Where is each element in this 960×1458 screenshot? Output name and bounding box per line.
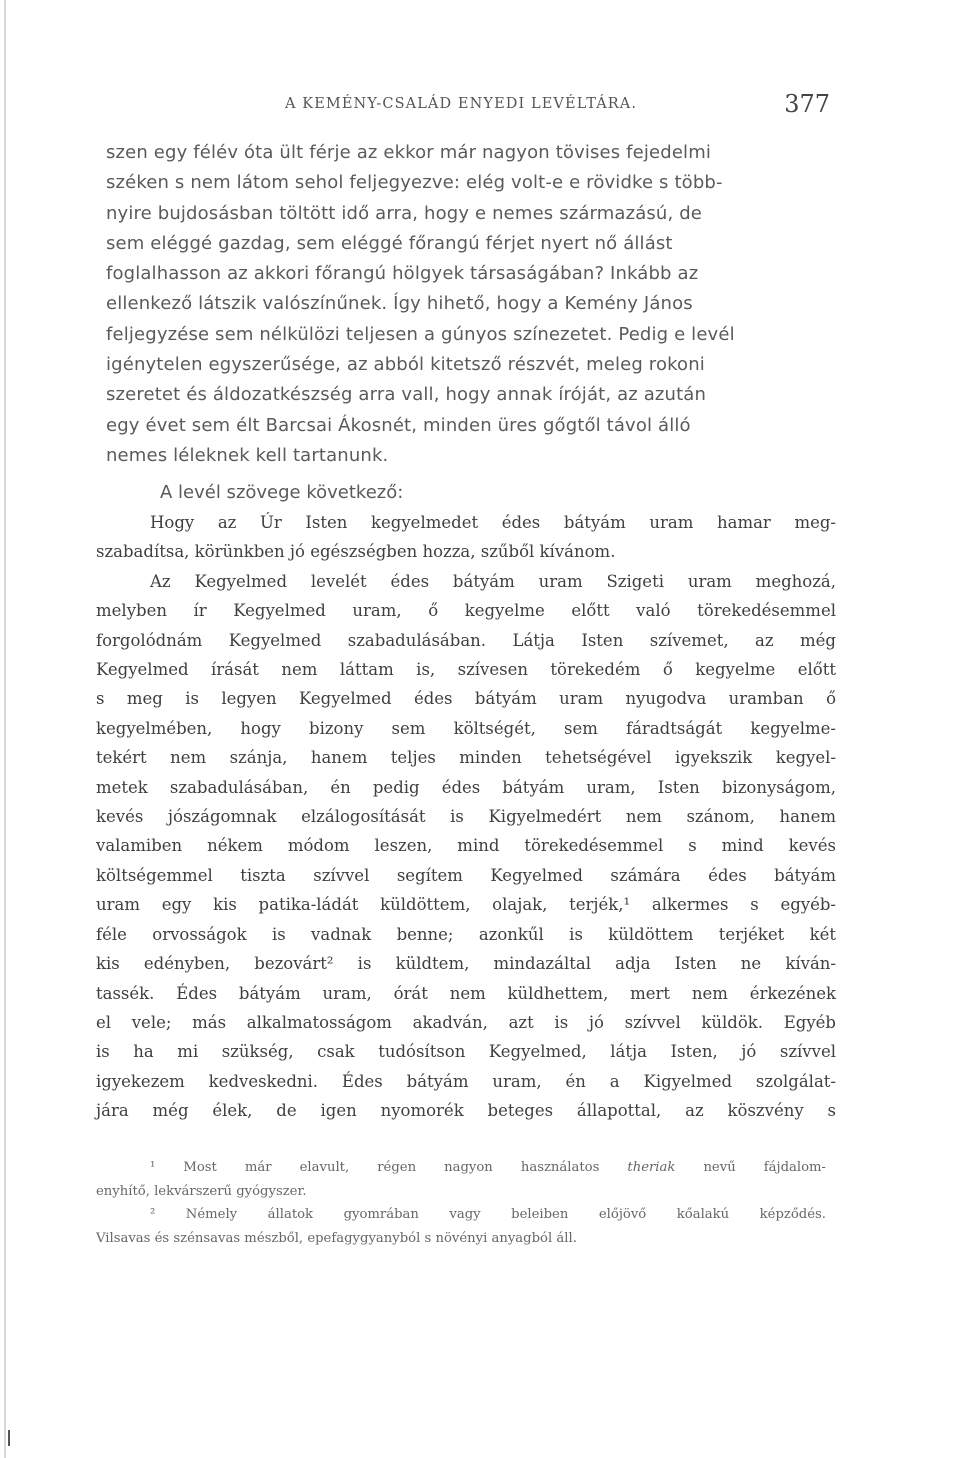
intro-line: nemes léleknek kell tartanunk. bbox=[106, 444, 389, 466]
intro-line: szen egy félév óta ült férje az ekkor már nagyon tövises fejedelmi bbox=[106, 142, 712, 163]
intro-line: igénytelen egyszerűsége, az abból kitetsző részvét, meleg rokoni bbox=[106, 354, 705, 376]
letter-intro: A levél szövege következő: bbox=[160, 482, 404, 503]
page-edge-shadow bbox=[4, 0, 6, 1458]
letter-line: igyekezem kedveskedni. Édes bátyám uram, én a Kigyelmed szolgálat- bbox=[96, 1071, 836, 1091]
letter-line: forgolódnám Kegyelmed szabadulásában. Látja Isten szívemet, az még bbox=[96, 630, 836, 650]
letter-line: is ha mi szükség, csak tudósítson Kegyelmed, látja Isten, jó szívvel bbox=[96, 1042, 836, 1062]
letter-line: féle orvosságok is vadnak benne; azonkűl is küldöttem terjéket két bbox=[96, 924, 836, 944]
letter-line: s meg is legyen Kegyelmed édes bátyám uram nyugodva uramban ő bbox=[96, 689, 836, 709]
letter-line: metek szabadulásában, én pedig édes bátyám uram, Isten bizonyságom, bbox=[96, 777, 836, 797]
running-title: A KEMÉNY-CSALÁD ENYEDI LEVÉLTÁRA. bbox=[285, 96, 638, 112]
intro-line: nyire bujdosásban töltött idő arra, hogy e nemes származású, de bbox=[106, 202, 703, 224]
letter-line: el vele; más alkalmatosságom akadván, azt is jó szívvel küldök. Egyéb bbox=[96, 1012, 836, 1032]
footnote-1-text: Most már elavult, régen nagyon használatos bbox=[155, 1160, 628, 1175]
footnote-1-text-end: nevű fájdalom- bbox=[675, 1160, 826, 1175]
running-header bbox=[285, 90, 830, 120]
letter-line: tekért nem szánja, hanem teljes minden tehetségével igyekszik kegyel- bbox=[96, 748, 836, 768]
intro-line: sem eléggé gazdag, sem eléggé főrangú férjet nyert nő állást bbox=[106, 232, 673, 254]
intro-line: ellenkező látszik valószínűnek. Így hihető, hogy a Kemény János bbox=[106, 293, 693, 315]
letter-line: Kegyelmed írását nem láttam is, szívesen törekedém ő kegyelme előtt bbox=[96, 660, 836, 680]
letter-line: jára még élek, de igen nyomorék beteges állapottal, az köszvény s bbox=[96, 1101, 836, 1121]
intro-line: széken s nem látom sehol feljegyezve: elég volt-e e rövidke s több- bbox=[106, 172, 723, 194]
letter-line: Az Kegyelmed levelét édes bátyám uram Szigeti uram meghozá, bbox=[150, 571, 836, 591]
footnote-1-line bbox=[96, 1156, 826, 1180]
letter-line: Hogy az Úr Isten kegyelmedet édes bátyám uram hamar meg- bbox=[150, 513, 836, 532]
intro-line: feljegyzése sem nélkülözi teljesen a gúnyos színezetet. Pedig e levél bbox=[106, 323, 735, 345]
intro-line: foglalhasson az akkori főrangú hölgyek társaságában? Inkább az bbox=[106, 263, 699, 285]
letter-text bbox=[96, 508, 836, 1126]
footnote-1-line-2: enyhítő, lekvárszerű gyógyszer. bbox=[96, 1183, 307, 1199]
letter-line: tassék. Édes bátyám uram, órát nem küldhettem, mert nem érkezének bbox=[96, 983, 836, 1003]
intro-paragraph bbox=[106, 138, 836, 471]
letter-line: kevés jószágomnak elzálogosítását is Kigyelmedért nem szánom, hanem bbox=[96, 807, 836, 827]
footnote-2-line: ² Némely állatok gyomrában vagy beleiben előjövő kőalakú képződés. bbox=[150, 1207, 826, 1222]
letter-line: melyben ír Kegyelmed uram, ő kegyelme előtt való törekedésemmel bbox=[96, 601, 836, 621]
footnote-2-line-2: Vilsavas és szénsavas mészből, epefagygyanyból s növényi anyagból áll. bbox=[96, 1230, 577, 1246]
page-number: 377 bbox=[784, 90, 830, 118]
letter-line: uram egy kis patika-ládát küldöttem, olajak, terjék,¹ alkermes s egyéb- bbox=[96, 895, 836, 915]
letter-line: kis edényben, bezovárt² is küldtem, mindazáltal adja Isten ne kíván- bbox=[96, 954, 836, 974]
letter-line: költségemmel tiszta szívvel segítem Kegyelmed számára édes bátyám bbox=[96, 865, 836, 885]
letter-line: kegyelmében, hogy bizony sem költségét, sem fáradtságát kegyelme- bbox=[96, 718, 836, 738]
letter-line: valamiben nékem módom leszen, mind törekedésemmel s mind kevés bbox=[96, 836, 836, 856]
intro-line: szeretet és áldozatkészség arra vall, hogy annak íróját, az azután bbox=[106, 384, 707, 406]
footnotes bbox=[96, 1156, 826, 1250]
scan-corner-mark bbox=[8, 1430, 24, 1446]
footnote-1-term: theriak bbox=[627, 1160, 676, 1175]
intro-line: egy évet sem élt Barcsai Ákosnét, minden üres gőgtől távol álló bbox=[106, 414, 691, 436]
footnote-marker: ¹ bbox=[150, 1160, 156, 1175]
letter-line: szabadítsa, körünkben jó egészségben hozza, szűből kívánom. bbox=[96, 542, 616, 562]
